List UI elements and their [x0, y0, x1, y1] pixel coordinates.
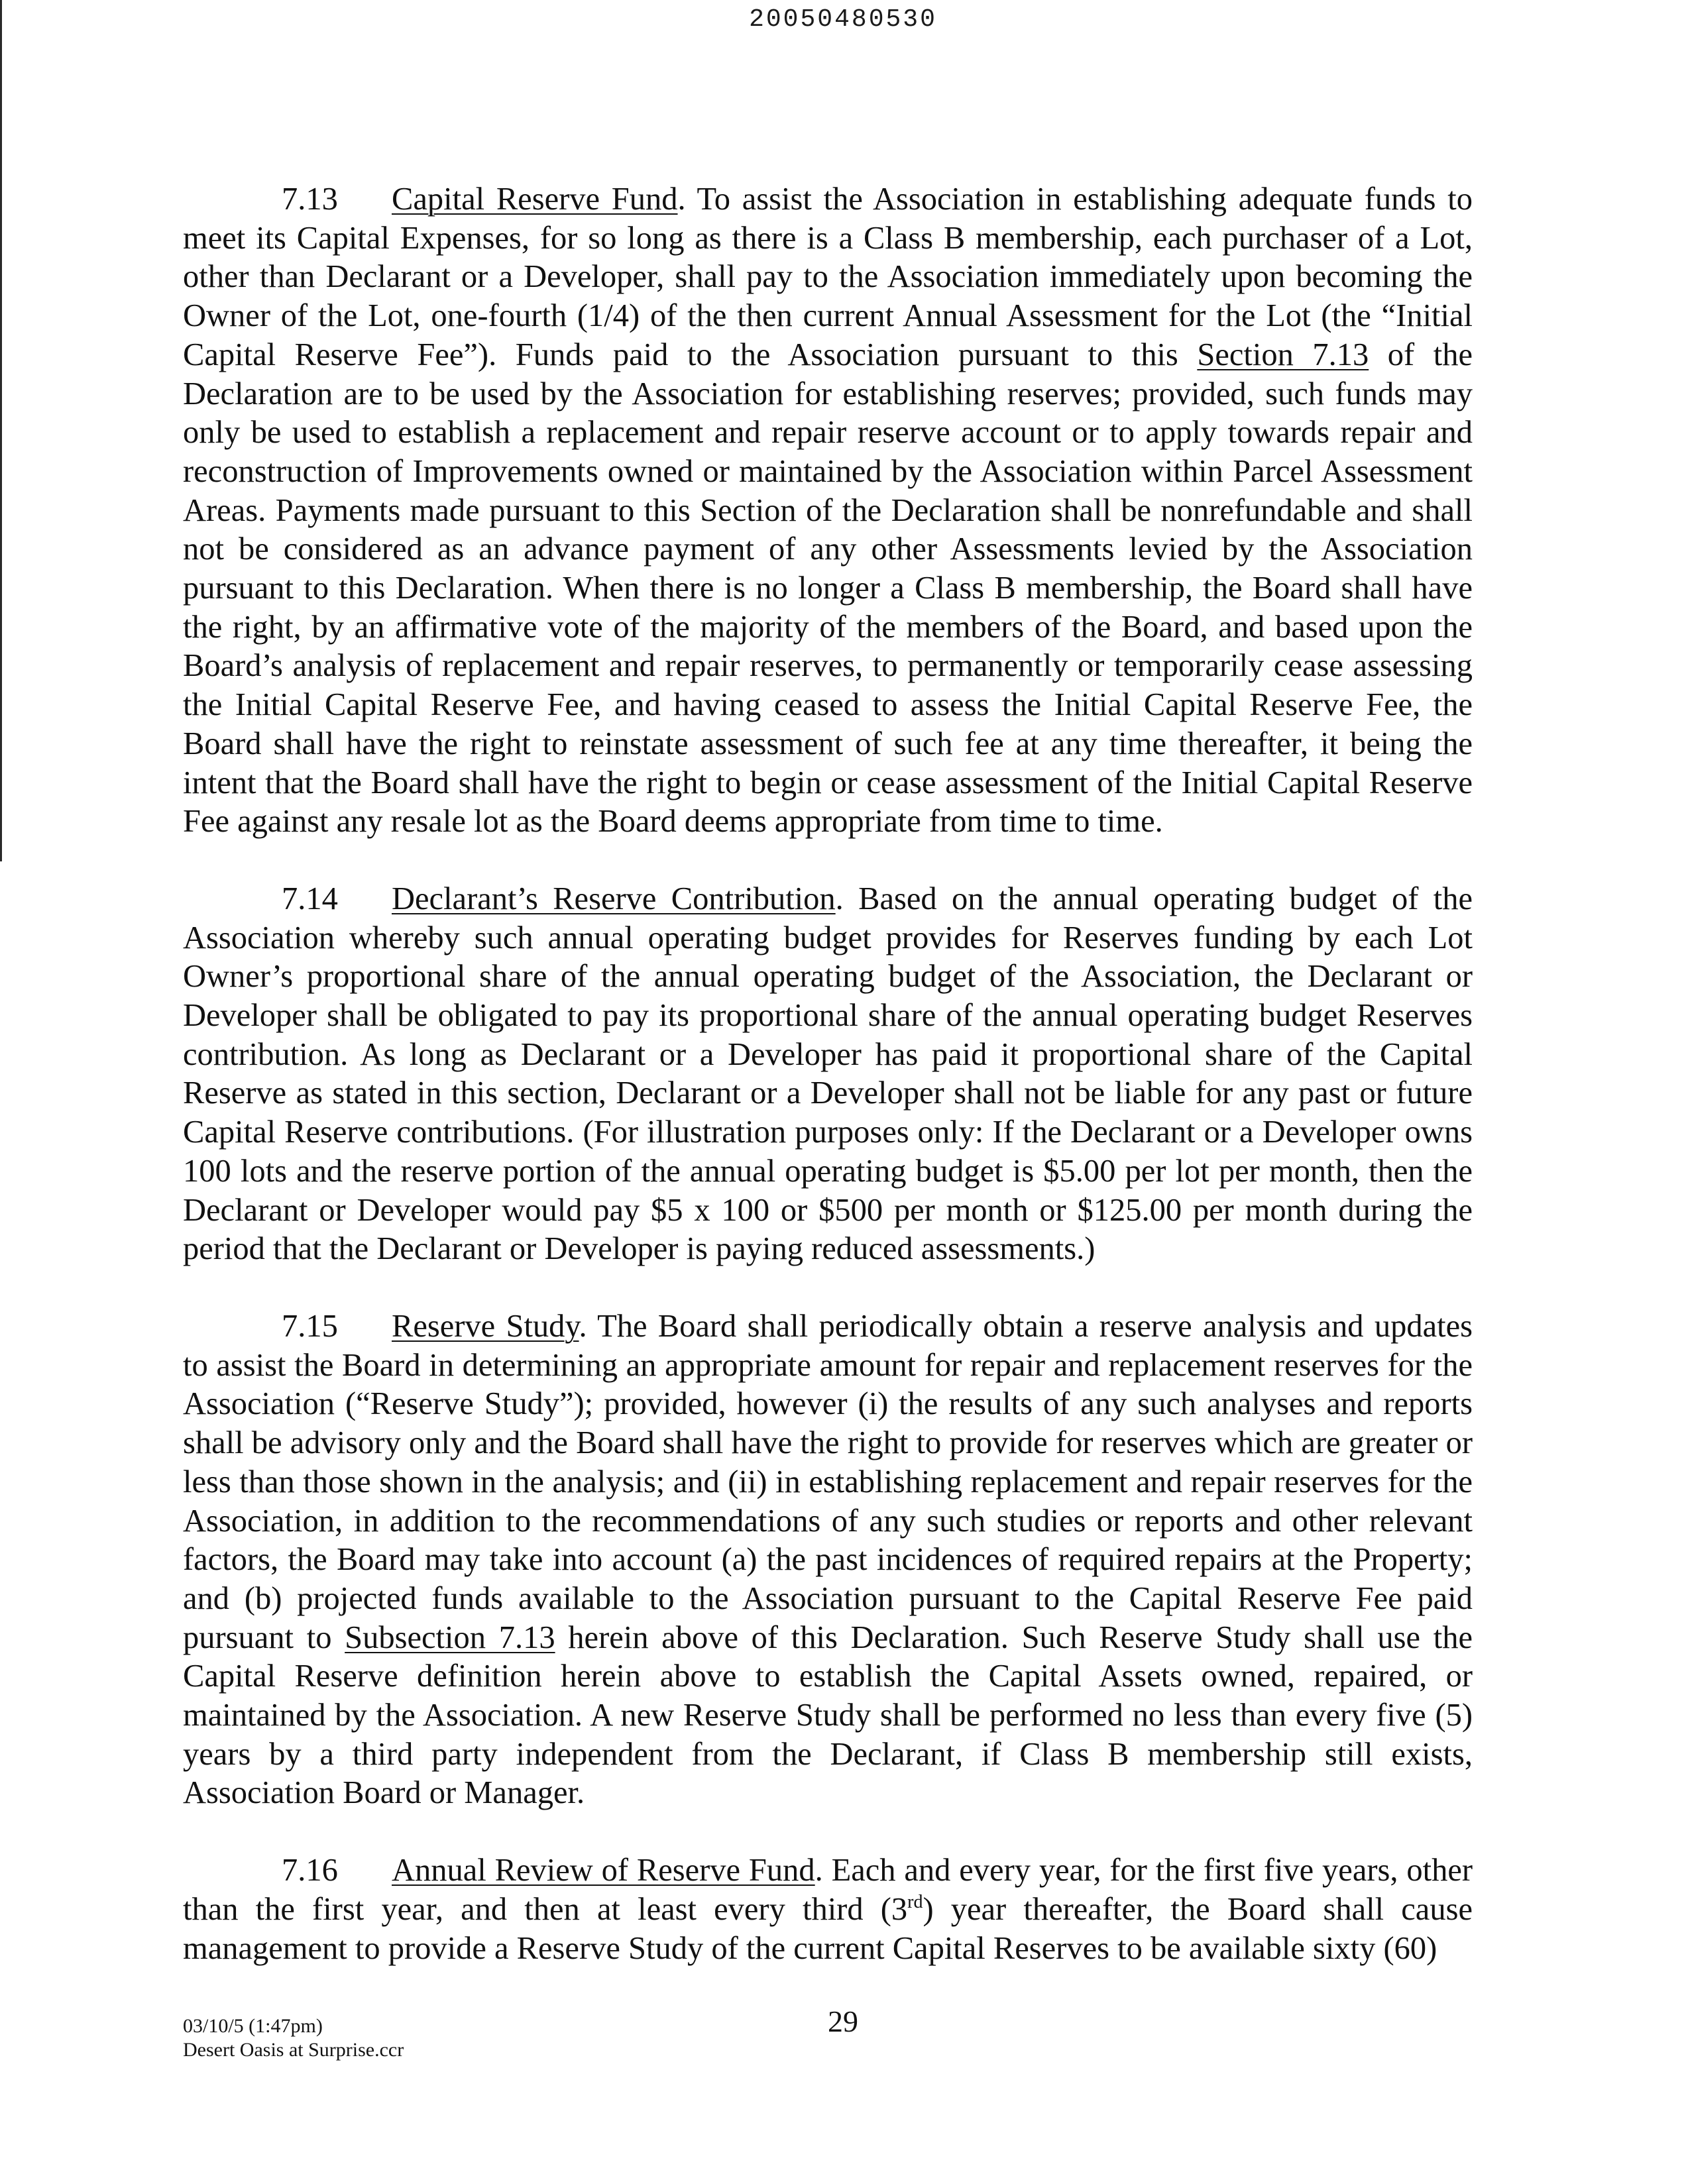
section-number: 7.14 — [282, 881, 338, 916]
section-title: Reserve Study — [392, 1308, 579, 1344]
section-reference: Section 7.13 — [1197, 337, 1369, 372]
section-7-15 — [183, 1307, 1473, 1813]
section-reference: Subsection 7.13 — [345, 1619, 555, 1655]
section-7-13 — [183, 180, 1473, 842]
section-7-16 — [183, 1851, 1473, 1968]
document-body — [183, 180, 1473, 2006]
section-title: Annual Review of Reserve Fund — [392, 1853, 815, 1888]
footer-filename: Desert Oasis at Surprise.ccr — [183, 2039, 404, 2061]
section-7-14 — [183, 880, 1473, 1269]
section-text: . The Board shall periodically obtain a reserve analysis and updates to assist the Board in determining an appropriate amount for repair and replacement reserves for the Association (“Reserve Study”); provided, however (i) the results of any such analyses and reports shall be advisory only and the Board shall have the right to provide for reserves which are greater or less than those shown in the analysis; and (ii) in establishing replacement and repair reserves for the Association, in addition to the recommendations of any such studies or reports and other relevant factors, the Board may take into account (a) the past incidences of required repairs at the Property; and (b) projected funds available to the Association pursuant to the Capital Reserve Fee paid pursuant to — [183, 1308, 1473, 1655]
section-text-continued: herein above of this Declaration. Such Reserve Study shall use the Capital Reserve definition herein above to establish the Capital Assets owned, repaired, or maintained by the Association. A new Reserve Study shall be performed no less than every five (5) years by a third party independent from the Declarant, if Class B membership still exists, Association Board or Manager. — [183, 1619, 1473, 1811]
section-text: . To assist the Association in establishing adequate funds to meet its Capital Expenses, for so long as there is a Class B membership, each purchaser of a Lot, other than Declarant or a Developer, shall pay to the Association immediately upon becoming the Owner of the Lot, one-fourth (1/4) of the then current Annual Assessment for the Lot (the “Initial Capital Reserve Fee”). Funds paid to the Association pursuant to this — [183, 182, 1473, 372]
section-text-continued: of the Declaration are to be used by the Association for establishing reserves; provided, such funds may only be used to establish a replacement and repair reserve account or to apply towards repair and reconstruction of Improvements owned or maintained by the Association within Parcel Assessment Areas. Payments made pursuant to this Section of the Declaration shall be nonrefundable and shall not be considered as an advance payment of any other Assessments levied by the Association pursuant to this Declaration. When there is no longer a Class B membership, the Board shall have the right, by an affirmative vote of the majority of the members of the Board, and based upon the Board’s analysis of replacement and repair reserves, to permanently or temporarily cease assessing the Initial Capital Reserve Fee, and having ceased to assess the Initial Capital Reserve Fee, the Board shall have the right to reinstate assessment of such fee at any time thereafter, it being the intent that the Board shall have the right to begin or cease assessment of the Initial Capital Reserve Fee against any resale lot as the Board deems appropriate from time to time. — [183, 337, 1473, 840]
section-text: . Each and every year, for the first five years, other than the first year, and then at least every third (3 — [183, 1853, 1473, 1927]
ordinal-suffix: rd — [907, 1891, 923, 1912]
page-number: 29 — [828, 2004, 858, 2038]
section-text-continued: ) year thereafter, the Board shall cause management to provide a Reserve Study of the current Capital Reserves to be available sixty (60) — [183, 1891, 1473, 1966]
section-number: 7.15 — [282, 1308, 338, 1344]
scan-edge-rule — [0, 0, 2, 861]
recording-number: 20050480530 — [749, 5, 937, 34]
section-number: 7.13 — [282, 182, 338, 217]
footer-date: 03/10/5 (1:47pm) — [183, 2015, 323, 2037]
section-number: 7.16 — [282, 1853, 338, 1888]
section-text: . Based on the annual operating budget of the Association whereby such annual operating budget provides for Reserves funding by each Lot Owner’s proportional share of the annual operating budget of the Association, the Declarant or Developer shall be obligated to pay its proportional share of the annual operating budget Reserves contribution. As long as Declarant or a Developer has paid it proportional share of the Capital Reserve as stated in this section, Declarant or a Developer shall not be liable for any past or future Capital Reserve contributions. (For illustration purposes only: If the Declarant or a Developer owns 100 lots and the reserve portion of the annual operating budget is $5.00 per lot per month, then the Declarant or Developer would pay $5 x 100 or $500 per month or $125.00 per month during the period that the Declarant or Developer is paying reduced assessments.) — [183, 881, 1473, 1267]
section-title: Capital Reserve Fund — [392, 182, 678, 217]
section-title: Declarant’s Reserve Contribution — [392, 881, 836, 916]
